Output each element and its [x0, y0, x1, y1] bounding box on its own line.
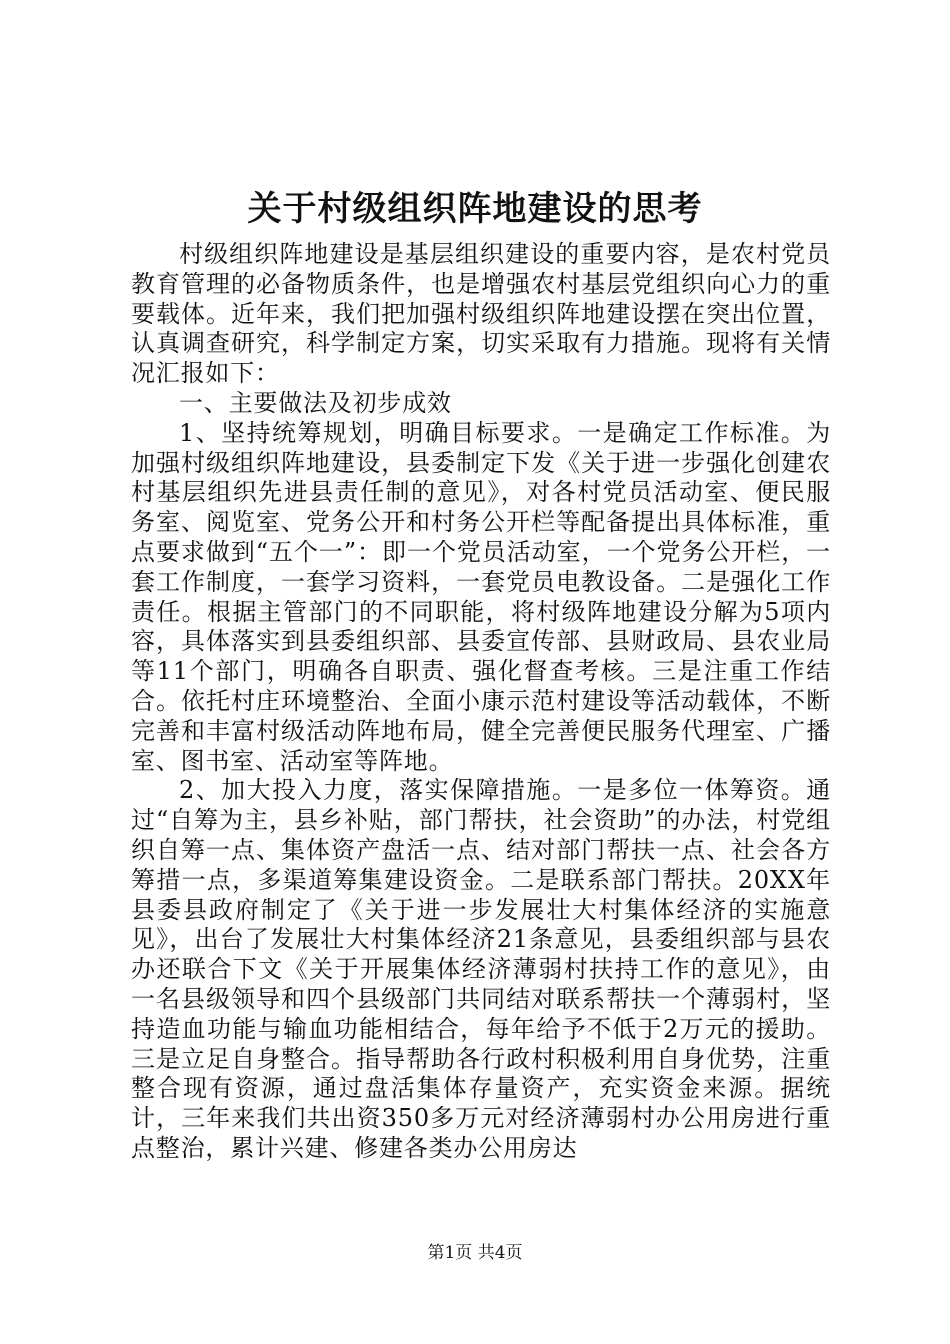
document-title: 关于村级组织阵地建设的思考: [247, 189, 703, 229]
document-body: [131, 240, 831, 1164]
paragraph-point-2: 2、加大投入力度，落实保障措施。一是多位一体筹资。通过“自筹为主，县乡补贴，部门帮扶，社会资助”的办法，村党组织自筹一点、集体资产盘活一点、结对部门帮扶一点、社会各方筹措一点，多渠道筹集建设资金。二是联系部门帮扶。20XX年县委县政府制定了《关于进一步发展壮大村集体经济的实施意见》，出台了发展壮大村集体经济21条意见，县委组织部与县农办还联合下文《关于开展集体经济薄弱村扶持工作的意见》，由一名县级领导和四个县级部门共同结对联系帮扶一个薄弱村，坚持造血功能与输血功能相结合，每年给予不低于2万元的援助。三是立足自身整合。指导帮助各行政村积极利用自身优势，注重整合现有资源，通过盘活集体存量资产，充实资金来源。据统计，三年来我们共出资350多万元对经济薄弱村办公用房进行重点整治，累计兴建、修建各类办公用房达: [131, 776, 831, 1162]
paragraph-intro: 村级组织阵地建设是基层组织建设的重要内容，是农村党员教育管理的必备物质条件，也是增强农村基层党组织向心力的重要载体。近年来，我们把加强村级组织阵地建设摆在突出位置，认真调查研究，科学制定方案，切实采取有力措施。现将有关情况汇报如下：: [131, 240, 831, 388]
page-number-footer: 第1页 共4页: [427, 1243, 523, 1263]
paragraph-point-1: 1、坚持统筹规划，明确目标要求。一是确定工作标准。为加强村级组织阵地建设，县委制定下发《关于进一步强化创建农村基层组织先进县责任制的意见》，对各村党员活动室、便民服务室、阅览室、党务公开和村务公开栏等配备提出具体标准，重点要求做到“五个一”：即一个党员活动室，一个党务公开栏，一套工作制度，一套学习资料，一套党员电教设备。二是强化工作责任。根据主管部门的不同职能，将村级阵地建设分解为5项内容，具体落实到县委组织部、县委宣传部、县财政局、县农业局等11个部门，明确各自职责、强化督查考核。三是注重工作结合。依托村庄环境整治、全面小康示范村建设等活动载体，不断完善和丰富村级活动阵地布局，健全完善便民服务代理室、广播室、图书室、活动室等阵地。: [131, 418, 831, 775]
section-heading: 一、主要做法及初步成效: [179, 388, 452, 417]
